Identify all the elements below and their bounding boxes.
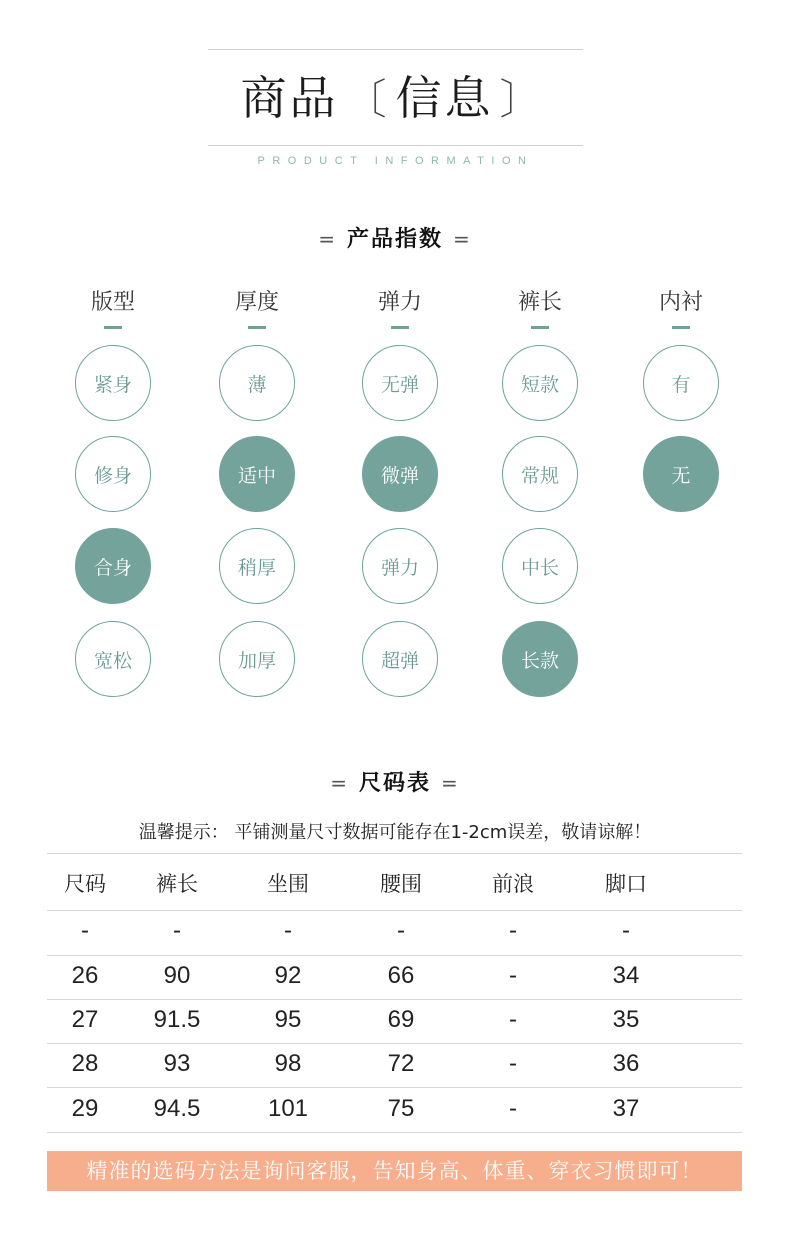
heading-eq-left: = (318, 227, 337, 251)
bracket-open: 〔 (344, 75, 390, 124)
index-column-fit (73, 286, 153, 329)
index-column-underline (391, 326, 409, 329)
table-divider (47, 1043, 742, 1044)
index-option: 常规 (502, 436, 578, 512)
table-cell: - (509, 1050, 517, 1077)
table-divider (47, 1132, 742, 1133)
index-column-thickness (217, 286, 297, 329)
table-header-cell: 前浪 (492, 872, 534, 896)
table-cell: 98 (274, 1050, 302, 1077)
index-option: 紧身 (75, 345, 151, 421)
title-left: 商品 (240, 71, 339, 125)
index-column-underline (531, 326, 549, 329)
table-cell: 69 (387, 1006, 415, 1033)
index-option-selected: 长款 (502, 621, 578, 697)
index-option: 中长 (502, 528, 578, 604)
table-divider (47, 999, 742, 1000)
index-section-title: 产品指数 (346, 227, 443, 252)
table-cell: 34 (612, 962, 640, 989)
index-column-lining (641, 286, 721, 329)
table-header-cell: 脚口 (605, 872, 647, 896)
index-option: 加厚 (219, 621, 295, 697)
table-divider (47, 910, 742, 911)
index-option: 修身 (75, 436, 151, 512)
header-top-rule (208, 49, 583, 50)
index-column-title: 厚度 (234, 290, 279, 315)
table-cell: - (284, 917, 292, 944)
size-tip: 温馨提示： 平铺测量尺寸数据可能存在1-2cm误差，敬请谅解！ (138, 822, 652, 843)
index-option: 弹力 (362, 528, 438, 604)
index-option: 薄 (219, 345, 295, 421)
table-cell: 72 (387, 1050, 415, 1077)
table-cell: 93 (163, 1050, 191, 1077)
table-cell: 75 (387, 1095, 415, 1122)
table-cell: - (509, 962, 517, 989)
table-cell: - (509, 917, 517, 944)
table-cell: - (81, 917, 89, 944)
index-option-selected: 无 (643, 436, 719, 512)
table-cell: 27 (71, 1006, 99, 1033)
table-cell: 101 (267, 1095, 309, 1122)
table-cell: 26 (71, 962, 99, 989)
index-option: 有 (643, 345, 719, 421)
index-option-selected: 微弹 (362, 436, 438, 512)
heading-eq-right: = (441, 771, 460, 795)
bracket-close: 〕 (499, 75, 545, 124)
index-column-length (500, 286, 580, 329)
table-cell: 66 (387, 962, 415, 989)
fitting-advice-banner: 精准的选码方法是询问客服，告知身高、体重、穿衣习惯即可！ (47, 1151, 742, 1191)
index-option: 宽松 (75, 621, 151, 697)
index-option-selected: 合身 (75, 528, 151, 604)
table-divider (47, 955, 742, 956)
table-cell: 90 (163, 962, 191, 989)
index-option-selected: 适中 (219, 436, 295, 512)
table-cell: 35 (612, 1006, 640, 1033)
index-column-underline (248, 326, 266, 329)
table-cell: 91.5 (153, 1006, 201, 1033)
index-column-underline (104, 326, 122, 329)
table-header-cell: 裤长 (156, 872, 198, 896)
index-column-title: 弹力 (377, 290, 422, 315)
index-option: 稍厚 (219, 528, 295, 604)
index-column-stretch (360, 286, 440, 329)
table-header-cell: 尺码 (64, 872, 106, 896)
table-cell: - (173, 917, 181, 944)
table-cell: - (509, 1095, 517, 1122)
table-cell: 94.5 (153, 1095, 201, 1122)
heading-eq-right: = (453, 227, 472, 251)
index-section-heading (0, 222, 790, 253)
page-title (208, 58, 583, 138)
table-header-cell: 腰围 (380, 872, 422, 896)
index-column-title: 裤长 (517, 290, 562, 315)
table-cell: 37 (612, 1095, 640, 1122)
table-cell: 92 (274, 962, 302, 989)
heading-eq-left: = (330, 771, 349, 795)
header-bottom-rule (208, 145, 583, 146)
table-cell: - (622, 917, 630, 944)
page-subtitle: PRODUCT INFORMATION (257, 155, 534, 167)
table-cell: - (509, 1006, 517, 1033)
table-cell: 28 (71, 1050, 99, 1077)
title-right: 信息 (395, 71, 494, 125)
table-divider (47, 1087, 742, 1088)
table-cell: 95 (274, 1006, 302, 1033)
table-cell: 29 (71, 1095, 99, 1122)
index-option: 超弹 (362, 621, 438, 697)
index-column-title: 内衬 (658, 290, 703, 315)
index-option: 无弹 (362, 345, 438, 421)
index-option: 短款 (502, 345, 578, 421)
table-divider (47, 853, 742, 854)
table-header-cell: 坐围 (267, 872, 309, 896)
index-column-underline (672, 326, 690, 329)
size-section-title: 尺码表 (358, 771, 431, 796)
table-cell: 36 (612, 1050, 640, 1077)
index-column-title: 版型 (90, 290, 135, 315)
table-cell: - (397, 917, 405, 944)
size-section-heading (0, 766, 790, 797)
